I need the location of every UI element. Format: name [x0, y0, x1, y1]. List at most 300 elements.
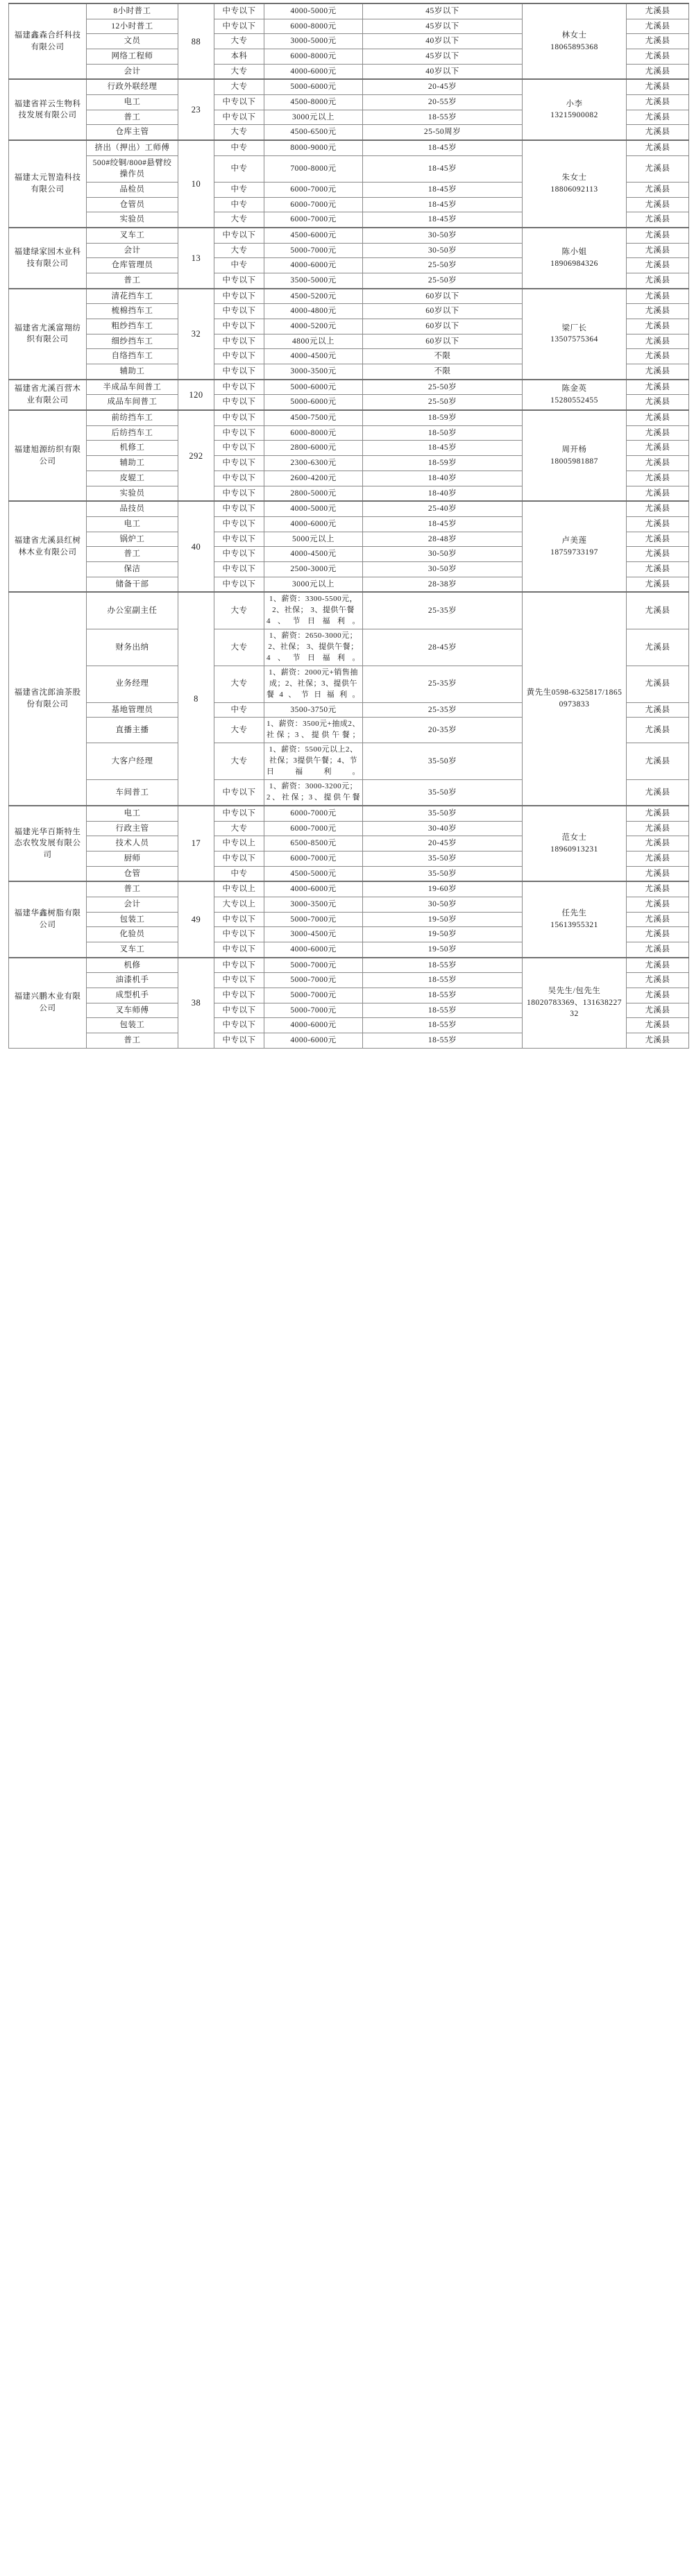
education-cell: 中专以下	[214, 780, 264, 806]
position-cell: 电工	[87, 806, 178, 821]
age-requirement-cell: 28-45岁	[363, 629, 523, 666]
salary-cell: 5000-7000元	[264, 958, 363, 973]
contact-name: 朱女士	[561, 173, 587, 183]
education-cell: 中专以下	[214, 1003, 264, 1018]
education-cell: 中专以下	[214, 988, 264, 1003]
education-cell: 中专以下	[214, 547, 264, 562]
education-cell: 大专	[214, 629, 264, 666]
age-requirement-cell: 18-45岁	[363, 155, 523, 182]
age-requirement-cell: 45岁以下	[363, 3, 523, 19]
age-requirement-cell: 40岁以下	[363, 64, 523, 79]
education-cell: 大专	[214, 212, 264, 228]
contact-phone: 15280552455	[550, 396, 598, 405]
contact-name: 黄先生0598-6325817/18650973833	[526, 688, 623, 709]
table-row	[9, 592, 689, 629]
age-requirement-cell: 30-50岁	[363, 547, 523, 562]
position-cell: 电工	[87, 95, 178, 110]
position-cell: 保洁	[87, 561, 178, 577]
work-location-cell: 尤溪县	[627, 958, 689, 973]
contact-cell	[523, 501, 627, 592]
table-row	[9, 380, 689, 395]
position-cell: 清花挡车工	[87, 289, 178, 304]
headcount-cell: 8	[178, 592, 214, 806]
education-cell: 中专以下	[214, 501, 264, 516]
work-location-cell: 尤溪县	[627, 212, 689, 228]
salary-cell: 4000-6000元	[264, 942, 363, 957]
salary-cell: 2300-6300元	[264, 456, 363, 471]
age-requirement-cell: 45岁以下	[363, 19, 523, 34]
contact-cell	[523, 881, 627, 957]
age-requirement-cell: 19-50岁	[363, 927, 523, 942]
position-cell: 半成品车间普工	[87, 380, 178, 395]
education-cell: 大专	[214, 64, 264, 79]
education-cell: 中专以下	[214, 942, 264, 957]
salary-cell: 6000-7000元	[264, 197, 363, 212]
age-requirement-cell: 28-38岁	[363, 577, 523, 592]
work-location-cell: 尤溪县	[627, 1033, 689, 1048]
contact-cell	[523, 140, 627, 228]
work-location-cell: 尤溪县	[627, 836, 689, 851]
contact-cell	[523, 410, 627, 501]
salary-cell: 4000-5000元	[264, 501, 363, 516]
age-requirement-cell: 18-55岁	[363, 1033, 523, 1048]
position-cell: 叉车工	[87, 228, 178, 243]
salary-cell: 4000-5200元	[264, 319, 363, 334]
education-cell: 中专以下	[214, 380, 264, 395]
position-cell: 普工	[87, 547, 178, 562]
work-location-cell: 尤溪县	[627, 183, 689, 198]
age-requirement-cell: 18-45岁	[363, 212, 523, 228]
work-location-cell: 尤溪县	[627, 456, 689, 471]
headcount-cell: 88	[178, 3, 214, 79]
position-cell: 财务出纳	[87, 629, 178, 666]
work-location-cell: 尤溪县	[627, 821, 689, 836]
age-requirement-cell: 25-50岁	[363, 380, 523, 395]
contact-cell	[523, 958, 627, 1049]
position-cell: 8小时普工	[87, 3, 178, 19]
position-cell: 实验员	[87, 212, 178, 228]
position-cell: 细纱挡车工	[87, 334, 178, 349]
salary-cell: 5000-7000元	[264, 988, 363, 1003]
work-location-cell: 尤溪县	[627, 942, 689, 957]
table-row	[9, 410, 689, 425]
education-cell: 中专以下	[214, 1033, 264, 1048]
work-location-cell: 尤溪县	[627, 79, 689, 94]
age-requirement-cell: 18-55岁	[363, 988, 523, 1003]
contact-phone: 18906984326	[550, 259, 598, 268]
position-cell: 仓库主管	[87, 125, 178, 140]
contact-phone: 13507575364	[550, 335, 598, 344]
position-cell: 会计	[87, 897, 178, 912]
position-cell: 包装工	[87, 1018, 178, 1033]
company-name-cell: 福建省尤溪县红树林木业有限公司	[9, 501, 87, 592]
position-cell: 直播主播	[87, 718, 178, 743]
headcount-cell: 10	[178, 140, 214, 228]
table-row	[9, 140, 689, 155]
salary-cell: 4500-6000元	[264, 228, 363, 243]
age-requirement-cell: 40岁以下	[363, 34, 523, 49]
work-location-cell: 尤溪县	[627, 441, 689, 456]
education-cell: 本科	[214, 49, 264, 65]
position-cell: 锅炉工	[87, 532, 178, 547]
position-cell: 油漆机手	[87, 973, 178, 988]
company-name-cell: 福建华鑫树脂有限公司	[9, 881, 87, 957]
education-cell: 中专以下	[214, 561, 264, 577]
position-cell: 包装工	[87, 912, 178, 927]
position-cell: 仓管员	[87, 197, 178, 212]
age-requirement-cell: 35-50岁	[363, 806, 523, 821]
salary-cell: 2600-4200元	[264, 471, 363, 486]
age-requirement-cell: 18-40岁	[363, 486, 523, 501]
salary-cell: 4000-4500元	[264, 349, 363, 364]
salary-cell: 4500-5000元	[264, 866, 363, 881]
education-cell: 中专以下	[214, 395, 264, 410]
position-cell: 辅助工	[87, 456, 178, 471]
position-cell: 文员	[87, 34, 178, 49]
work-location-cell: 尤溪县	[627, 501, 689, 516]
contact-phone: 18960913231	[550, 845, 598, 854]
position-cell: 化验员	[87, 927, 178, 942]
work-location-cell: 尤溪县	[627, 34, 689, 49]
position-cell: 后纺挡车工	[87, 425, 178, 441]
salary-cell: 2800-5000元	[264, 486, 363, 501]
work-location-cell: 尤溪县	[627, 881, 689, 897]
education-cell: 中专以下	[214, 319, 264, 334]
work-location-cell: 尤溪县	[627, 577, 689, 592]
salary-cell: 1、薪资：5500元以上2、社保；3提供午餐；4、节日福利。	[264, 743, 363, 780]
work-location-cell: 尤溪县	[627, 304, 689, 319]
contact-name: 林女士	[561, 31, 587, 40]
work-location-cell: 尤溪县	[627, 273, 689, 289]
work-location-cell: 尤溪县	[627, 49, 689, 65]
age-requirement-cell: 30-40岁	[363, 821, 523, 836]
position-cell: 梳棉挡车工	[87, 304, 178, 319]
age-requirement-cell: 20-45岁	[363, 836, 523, 851]
headcount-cell: 17	[178, 806, 214, 881]
work-location-cell: 尤溪县	[627, 319, 689, 334]
salary-cell: 5000-7000元	[264, 1003, 363, 1018]
age-requirement-cell: 19-50岁	[363, 912, 523, 927]
contact-name: 陈小姐	[561, 248, 587, 257]
education-cell: 中专以下	[214, 334, 264, 349]
age-requirement-cell: 35-50岁	[363, 866, 523, 881]
contact-phone: 18005981887	[550, 457, 598, 466]
work-location-cell: 尤溪县	[627, 780, 689, 806]
education-cell: 中专	[214, 197, 264, 212]
work-location-cell: 尤溪县	[627, 364, 689, 380]
salary-cell: 2800-6000元	[264, 441, 363, 456]
salary-cell: 6000-8000元	[264, 425, 363, 441]
work-location-cell: 尤溪县	[627, 110, 689, 125]
work-location-cell: 尤溪县	[627, 973, 689, 988]
salary-cell: 2500-3000元	[264, 561, 363, 577]
age-requirement-cell: 18-40岁	[363, 471, 523, 486]
education-cell: 中专以下	[214, 410, 264, 425]
education-cell: 大专	[214, 34, 264, 49]
position-cell: 叉车师傅	[87, 1003, 178, 1018]
work-location-cell: 尤溪县	[627, 1003, 689, 1018]
position-cell: 实验员	[87, 486, 178, 501]
work-location-cell: 尤溪县	[627, 228, 689, 243]
work-location-cell: 尤溪县	[627, 155, 689, 182]
age-requirement-cell: 19-50岁	[363, 942, 523, 957]
salary-cell: 1、薪资：3000-3200元；2、社保；3、提供午餐	[264, 780, 363, 806]
work-location-cell: 尤溪县	[627, 380, 689, 395]
headcount-cell: 32	[178, 289, 214, 380]
salary-cell: 5000-7000元	[264, 912, 363, 927]
position-cell: 皮辊工	[87, 471, 178, 486]
education-cell: 大专	[214, 821, 264, 836]
position-cell: 辅助工	[87, 364, 178, 380]
work-location-cell: 尤溪县	[627, 395, 689, 410]
education-cell: 大专	[214, 79, 264, 94]
age-requirement-cell: 35-50岁	[363, 780, 523, 806]
position-cell: 行政主管	[87, 821, 178, 836]
salary-cell: 1、薪资：2000元+销售抽成；2、社保；3、提供午餐4、节日福利。	[264, 666, 363, 702]
position-cell: 前纺挡车工	[87, 410, 178, 425]
salary-cell: 4000-6000元	[264, 64, 363, 79]
table-row	[9, 289, 689, 304]
education-cell: 大专	[214, 592, 264, 629]
position-cell: 会计	[87, 243, 178, 258]
contact-cell	[523, 806, 627, 881]
education-cell: 中专以下	[214, 304, 264, 319]
contact-phone: 15613955321	[550, 920, 598, 929]
contact-phone: 18759733197	[550, 548, 598, 557]
work-location-cell: 尤溪县	[627, 349, 689, 364]
contact-phone: 13215900082	[550, 111, 598, 120]
contact-phone: 18020783369、13163822732	[527, 998, 622, 1019]
education-cell: 中专以下	[214, 516, 264, 532]
contact-name: 吴先生/包先生	[548, 987, 601, 996]
work-location-cell: 尤溪县	[627, 197, 689, 212]
salary-cell: 3000元以上	[264, 110, 363, 125]
age-requirement-cell: 18-55岁	[363, 973, 523, 988]
position-cell: 品检员	[87, 183, 178, 198]
education-cell: 大专	[214, 743, 264, 780]
work-location-cell: 尤溪县	[627, 547, 689, 562]
salary-cell: 6000-7000元	[264, 821, 363, 836]
contact-phone: 18806092113	[550, 185, 598, 194]
age-requirement-cell: 60岁以下	[363, 334, 523, 349]
education-cell: 中专以下	[214, 471, 264, 486]
table-row	[9, 228, 689, 243]
work-location-cell: 尤溪县	[627, 806, 689, 821]
contact-cell	[523, 79, 627, 140]
age-requirement-cell: 25-50岁	[363, 395, 523, 410]
age-requirement-cell: 30-50岁	[363, 243, 523, 258]
age-requirement-cell: 18-59岁	[363, 456, 523, 471]
age-requirement-cell: 18-55岁	[363, 1018, 523, 1033]
contact-name: 梁厂长	[561, 323, 587, 332]
table-row	[9, 79, 689, 94]
contact-cell	[523, 3, 627, 79]
position-cell: 品技员	[87, 501, 178, 516]
table-row	[9, 3, 689, 19]
age-requirement-cell: 25-50岁	[363, 273, 523, 289]
salary-cell: 7000-8000元	[264, 155, 363, 182]
company-name-cell: 福建省尤溪百营木业有限公司	[9, 380, 87, 410]
job-listing-page	[0, 0, 694, 1054]
education-cell: 中专	[214, 866, 264, 881]
position-cell: 叉车工	[87, 942, 178, 957]
salary-cell: 5000-7000元	[264, 243, 363, 258]
age-requirement-cell: 20-55岁	[363, 95, 523, 110]
salary-cell: 5000元以上	[264, 532, 363, 547]
age-requirement-cell: 18-45岁	[363, 140, 523, 155]
work-location-cell: 尤溪县	[627, 486, 689, 501]
salary-cell: 1、薪资：3500元+抽成2、社保；3、提供午餐；	[264, 718, 363, 743]
job-listing-table	[8, 3, 689, 1049]
headcount-cell: 38	[178, 958, 214, 1049]
education-cell: 中专以下	[214, 958, 264, 973]
education-cell: 中专以下	[214, 973, 264, 988]
company-name-cell: 福建省尤溪富翔纺织有限公司	[9, 289, 87, 380]
salary-cell: 3000-5000元	[264, 34, 363, 49]
work-location-cell: 尤溪县	[627, 125, 689, 140]
age-requirement-cell: 18-55岁	[363, 1003, 523, 1018]
education-cell: 中专以下	[214, 95, 264, 110]
age-requirement-cell: 25-35岁	[363, 666, 523, 702]
age-requirement-cell: 不限	[363, 349, 523, 364]
education-cell: 中专以下	[214, 110, 264, 125]
salary-cell: 5000-6000元	[264, 79, 363, 94]
education-cell: 中专	[214, 155, 264, 182]
position-cell: 行政外联经理	[87, 79, 178, 94]
salary-cell: 4000-5000元	[264, 3, 363, 19]
education-cell: 中专以上	[214, 836, 264, 851]
work-location-cell: 尤溪县	[627, 743, 689, 780]
contact-name: 范女士	[561, 833, 587, 842]
contact-name: 小李	[566, 99, 583, 108]
table-row	[9, 958, 689, 973]
education-cell: 中专以下	[214, 19, 264, 34]
education-cell: 中专	[214, 258, 264, 273]
work-location-cell: 尤溪县	[627, 866, 689, 881]
contact-cell	[523, 380, 627, 410]
salary-cell: 3000-4500元	[264, 927, 363, 942]
salary-cell: 3000-3500元	[264, 897, 363, 912]
education-cell: 中专以下	[214, 364, 264, 380]
age-requirement-cell: 60岁以下	[363, 289, 523, 304]
salary-cell: 4500-6500元	[264, 125, 363, 140]
position-cell: 成品车间普工	[87, 395, 178, 410]
salary-cell: 5000-6000元	[264, 380, 363, 395]
education-cell: 中专以下	[214, 3, 264, 19]
company-name-cell: 福建太元智造科技有限公司	[9, 140, 87, 228]
education-cell: 中专以下	[214, 289, 264, 304]
education-cell: 大专	[214, 243, 264, 258]
age-requirement-cell: 35-50岁	[363, 851, 523, 866]
position-cell: 办公室副主任	[87, 592, 178, 629]
position-cell: 成型机手	[87, 988, 178, 1003]
salary-cell: 3500-3750元	[264, 702, 363, 718]
age-requirement-cell: 30-50岁	[363, 897, 523, 912]
salary-cell: 4000-6000元	[264, 1018, 363, 1033]
age-requirement-cell: 25-50岁	[363, 258, 523, 273]
age-requirement-cell: 25-35岁	[363, 592, 523, 629]
position-cell: 机修	[87, 958, 178, 973]
education-cell: 中专以下	[214, 927, 264, 942]
education-cell: 中专	[214, 702, 264, 718]
salary-cell: 6000-7000元	[264, 806, 363, 821]
table-row	[9, 501, 689, 516]
headcount-cell: 23	[178, 79, 214, 140]
age-requirement-cell: 18-55岁	[363, 958, 523, 973]
headcount-cell: 40	[178, 501, 214, 592]
company-name-cell: 福建绿家园木业科技有限公司	[9, 228, 87, 289]
position-cell: 仓管	[87, 866, 178, 881]
work-location-cell: 尤溪县	[627, 592, 689, 629]
work-location-cell: 尤溪县	[627, 561, 689, 577]
education-cell: 中专以下	[214, 456, 264, 471]
company-name-cell: 福建光华百斯特生态农牧发展有限公司	[9, 806, 87, 881]
education-cell: 中专以下	[214, 577, 264, 592]
work-location-cell: 尤溪县	[627, 516, 689, 532]
company-name-cell: 福建鑫森合纤科技有限公司	[9, 3, 87, 79]
age-requirement-cell: 60岁以下	[363, 304, 523, 319]
headcount-cell: 49	[178, 881, 214, 957]
age-requirement-cell: 19-60岁	[363, 881, 523, 897]
education-cell: 中专以上	[214, 881, 264, 897]
salary-cell: 1、薪资：2650-3000元；2、社保； 3、提供午餐；4、节日福利。	[264, 629, 363, 666]
salary-cell: 4800元以上	[264, 334, 363, 349]
education-cell: 中专以下	[214, 273, 264, 289]
headcount-cell: 292	[178, 410, 214, 501]
headcount-cell: 13	[178, 228, 214, 289]
age-requirement-cell: 18-59岁	[363, 410, 523, 425]
position-cell: 12小时普工	[87, 19, 178, 34]
work-location-cell: 尤溪县	[627, 289, 689, 304]
company-name-cell: 福建旭源纺织有限公司	[9, 410, 87, 501]
age-requirement-cell: 18-45岁	[363, 183, 523, 198]
work-location-cell: 尤溪县	[627, 95, 689, 110]
age-requirement-cell: 30-50岁	[363, 561, 523, 577]
position-cell: 普工	[87, 881, 178, 897]
salary-cell: 4500-7500元	[264, 410, 363, 425]
education-cell: 中专以下	[214, 1018, 264, 1033]
position-cell: 车间普工	[87, 780, 178, 806]
salary-cell: 4000-6000元	[264, 1033, 363, 1048]
age-requirement-cell: 不限	[363, 364, 523, 380]
contact-cell	[523, 289, 627, 380]
salary-cell: 4500-5200元	[264, 289, 363, 304]
work-location-cell: 尤溪县	[627, 897, 689, 912]
education-cell: 中专以下	[214, 425, 264, 441]
age-requirement-cell: 20-45岁	[363, 79, 523, 94]
position-cell: 技术人员	[87, 836, 178, 851]
salary-cell: 1、薪资：3300-5500元， 2、社保； 3、提供午餐 4、节日福利。	[264, 592, 363, 629]
contact-name: 周开杨	[561, 445, 587, 454]
contact-cell	[523, 228, 627, 289]
work-location-cell: 尤溪县	[627, 702, 689, 718]
age-requirement-cell: 30-50岁	[363, 228, 523, 243]
salary-cell: 6000-8000元	[264, 19, 363, 34]
salary-cell: 4000-6000元	[264, 516, 363, 532]
work-location-cell: 尤溪县	[627, 912, 689, 927]
position-cell: 普工	[87, 1033, 178, 1048]
work-location-cell: 尤溪县	[627, 3, 689, 19]
position-cell: 自络挡车工	[87, 349, 178, 364]
age-requirement-cell: 18-55岁	[363, 110, 523, 125]
salary-cell: 3000元以上	[264, 577, 363, 592]
work-location-cell: 尤溪县	[627, 410, 689, 425]
education-cell: 中专	[214, 183, 264, 198]
age-requirement-cell: 18-45岁	[363, 441, 523, 456]
education-cell: 中专以下	[214, 441, 264, 456]
contact-phone: 18065895368	[550, 42, 598, 51]
work-location-cell: 尤溪县	[627, 471, 689, 486]
